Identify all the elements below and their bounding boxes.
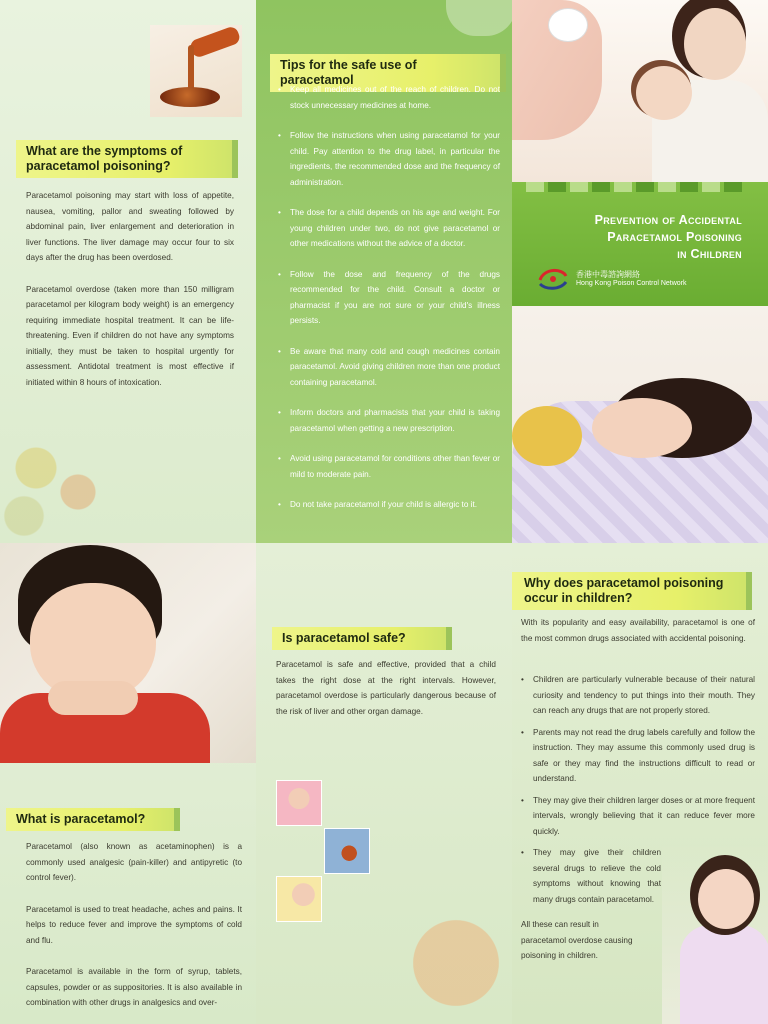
why-panel <box>512 543 768 1024</box>
girl-dress-shape <box>680 925 768 1024</box>
why-list-item: • They may give their children several drugs to relieve the cold symptoms without knowing that many drugs contain paracetamol. <box>521 845 661 907</box>
bottle-background-image <box>446 0 512 36</box>
tips-list-item: • Do not take paracetamol if your child is allergic to it. <box>278 497 500 513</box>
symptoms-panel <box>0 0 256 543</box>
title-line: in Children <box>677 247 742 261</box>
pills-background-image <box>0 420 120 540</box>
mother-head-shape <box>684 8 746 80</box>
boy-hand-shape <box>48 681 138 715</box>
why-list-item: • Parents may not read the drug labels carefully and follow the instruction. They may assume this commonly used drug is safe or they may find the instructions difficult to read or understand. <box>521 725 755 787</box>
cover-panel <box>512 0 768 543</box>
why-heading: Why does paracetamol poisoning occur in children? <box>512 572 752 610</box>
logo-chinese-name: 香港中毒諮詢網絡 <box>576 270 640 279</box>
why-list-item: • Children are particularly vulnerable because of their natural curiosity and tendency to put things into their mouth. They can reach any drugs that are not properly stored. <box>521 672 755 719</box>
baby-thumbnail-photo <box>276 780 322 826</box>
tips-list-item: • Avoid using paracetamol for conditions other than fever or mild to moderate pain. <box>278 451 500 482</box>
smiling-boy-photo <box>0 543 256 763</box>
tips-heading: Tips for the safe use of paracetamol <box>270 54 506 92</box>
why-list-item: • They may give their children larger doses or at more frequent intervals, wrongly believing that it can reduce fever more quickly. <box>521 793 755 840</box>
why-list <box>521 672 755 913</box>
toddler-thumbnail-photo <box>276 876 322 922</box>
title-line: Paracetamol Poisoning <box>607 230 742 244</box>
tips-list-item: • Follow the instructions when using paracetamol for your child. Pay attention to the drug label, in particular the ingredients, the recommended dose and the frequency of administration. <box>278 128 500 190</box>
tips-list-item: • Follow the dose and frequency of the drugs recommended for the child. Consult a doctor or pharmacist if you are not sure or your child's illness persists. <box>278 267 500 329</box>
what-is-paragraph: Paracetamol is available in the form of syrup, tablets, capsules, powder or as suppositories. It is also available in combination with other drugs in analgesics and over- <box>26 967 242 1007</box>
tips-list-item: • Be aware that many cold and cough medicines contain paracetamol. Avoid giving children more than one product containing paracetamol. <box>278 344 500 391</box>
spoon-shape <box>160 87 220 107</box>
logo-english-name: Hong Kong Poison Control Network <box>576 280 687 287</box>
tips-list-item: • Inform doctors and pharmacists that your child is taking paracetamol when getting a new prescription. <box>278 405 500 436</box>
pill-shape <box>548 8 588 42</box>
symptoms-heading: What are the symptoms of paracetamol poisoning? <box>16 140 238 178</box>
title-band <box>512 182 768 306</box>
safety-body: Paracetamol is safe and effective, provided that a child takes the right dose at the right intervals. However, paracetamol overdose is particularly dangerous because of the risk of liver and other organ damage. <box>276 660 496 716</box>
syrup-spoon-photo <box>150 25 242 117</box>
brochure-title <box>542 212 742 263</box>
syrup-bottle-shape <box>188 25 241 59</box>
sleeping-girl-photo <box>512 306 768 543</box>
why-intro: With its popularity and easy availability, paracetamol is one of the most common drugs associated with accidental poisoning. <box>521 618 755 643</box>
safety-heading: Is paracetamol safe? <box>272 627 452 650</box>
symptoms-body <box>26 188 234 406</box>
what-is-heading: What is paracetamol? <box>6 808 180 831</box>
poison-control-logo-icon <box>536 266 570 292</box>
poison-control-logo <box>536 266 736 296</box>
medicine-thumbnail-photo <box>324 828 370 874</box>
what-is-panel <box>0 543 256 1024</box>
teddy-bear-shape <box>512 406 582 466</box>
symptoms-paragraph: Paracetamol poisoning may start with loss of appetite, nausea, vomiting, pallor and sweating followed by abdominal pain, liver enlargement and deterioration in liver functions. The liver damage may occur four to six days after the drug has been overdosed. <box>26 191 234 262</box>
safety-panel <box>256 543 512 1024</box>
tips-list <box>278 82 500 528</box>
decorative-stripes <box>526 182 742 192</box>
what-is-paragraph: Paracetamol (also known as acetaminophen) is a commonly used analgesic (pain-killer) and antipyretic (to control fever). <box>26 842 242 882</box>
tips-list-item: • The dose for a child depends on his age and weight. For young children under two, do not give paracetamol or other medications without the advice of a doctor. <box>278 205 500 252</box>
mother-baby-photo <box>512 0 768 182</box>
girl-face-shape <box>592 398 692 458</box>
title-line: Prevention of Accidental <box>594 213 742 227</box>
what-is-body <box>26 839 242 1024</box>
why-closing: All these can result in paracetamol overdose causing poisoning in children. <box>521 920 633 960</box>
tips-list-item: • Keep all medicines out of the reach of children. Do not stock unnecessary medicines at home. <box>278 82 500 113</box>
symptoms-paragraph: Paracetamol overdose (taken more than 150 milligram paracetamol per kilogram body weight) is an emergency requiring immediate hospital treatment. It can be life-threatening. Even if children do not have any symptoms initially, they must be taken to hospital urgently for assessment. Antidotal treatment is most effective if initiated within 8 hours of intoxication. <box>26 284 234 387</box>
tips-panel <box>256 0 512 543</box>
toy-background-image <box>396 903 512 1023</box>
what-is-paragraph: Paracetamol is used to treat headache, aches and pains. It helps to reduce fever and improve the symptoms of cold and flu. <box>26 904 242 945</box>
baby-head-shape <box>636 66 692 120</box>
